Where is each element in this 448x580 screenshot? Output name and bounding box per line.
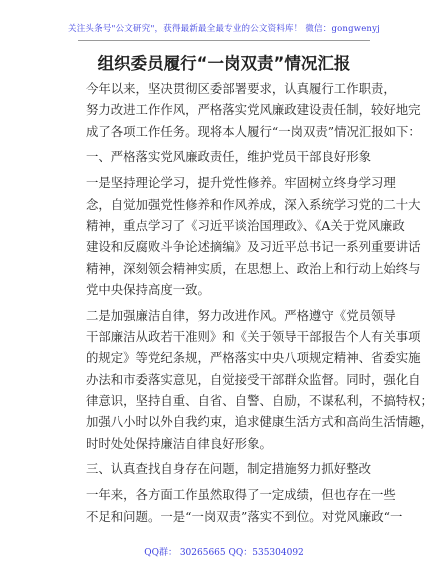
paragraph-line: 干部廉洁从政若干准则》和《关于领导干部报告个人有关事项 [86, 329, 421, 345]
paragraph-line: 今年以来，坚决贯彻区委部署要求，认真履行工作职责， [86, 81, 396, 96]
document-title: 组织委员履行“一岗双责”情况汇报 [97, 54, 351, 73]
paragraph-line: 念，自觉加强党性修养和作风养成，深入系统学习党的二十大 [86, 196, 421, 212]
paragraph-line: 不足和问题。一是“一岗双责”落实不到位。对党风廉政“一 [86, 508, 403, 524]
header-divider [78, 40, 370, 41]
paragraph [86, 484, 403, 527]
footer-contact-note: QQ群： 30265665 QQ：535304092 [144, 548, 304, 558]
paragraph-line: 精神，重点学习了《习近平谈治国理政》、《A关于党风廉政 [86, 217, 405, 233]
paragraph-line: 时时处处保持廉洁自律良好形象。 [86, 435, 272, 451]
paragraph-line: 的规定》等党纪条规，严格落实中央八项规定精神、省委实施 [86, 350, 421, 366]
paragraph-line: 加强八小时以外自我约束，追求健康生活方式和高尚生活情趣， [86, 414, 433, 430]
paragraph-line: 一年来，各方面工作虽然取得了一定成绩，但也存在一些 [86, 487, 396, 503]
document-body [86, 78, 433, 527]
paragraph-line: 建设和反腐败斗争论述摘编》及习近平总书记一系列重要讲话 [86, 239, 421, 255]
paragraph-line: 一、严格落实党风廉政责任，维护党员干部良好形象 [86, 149, 371, 165]
paragraph [86, 458, 378, 479]
paragraph [86, 305, 433, 454]
paragraph-line: 三、认真查找自身存在问题，制定措施努力抓好整改 [86, 461, 371, 477]
paragraph-line: 二是加强廉洁自律，努力改进作风。严格遵守《党员领导 [86, 307, 396, 323]
paragraph-line: 一是坚持理论学习，提升党性修养。牢固树立终身学习理 [86, 175, 396, 191]
paragraph-line: 办法和市委落实意见，自觉接受干部群众监督。同时，强化自 [86, 371, 421, 387]
paragraph-line: 精神，深刻领会精神实质，在思想上、政治上和行动上始终与 [86, 260, 421, 276]
paragraph-line: 努力改进工作作风，严格落实党风廉政建设责任制，较好地完 [86, 102, 421, 118]
paragraph [86, 78, 421, 142]
header-promo-note: 关注头条号"公文研究"，获得最新最全最专业的公文资料库！ 微信：gongwenyj [68, 24, 380, 34]
paragraph-line: 律意识，坚持自重、自省、自警、自励，不谋私利，不搞特权； [86, 392, 433, 408]
paragraph [86, 172, 421, 300]
paragraph-line: 党中央保持高度一致。 [86, 281, 210, 297]
paragraph [86, 146, 378, 167]
paragraph-line: 成了各项工作任务。现将本人履行“一岗双责”情况汇报如下： [86, 123, 421, 139]
